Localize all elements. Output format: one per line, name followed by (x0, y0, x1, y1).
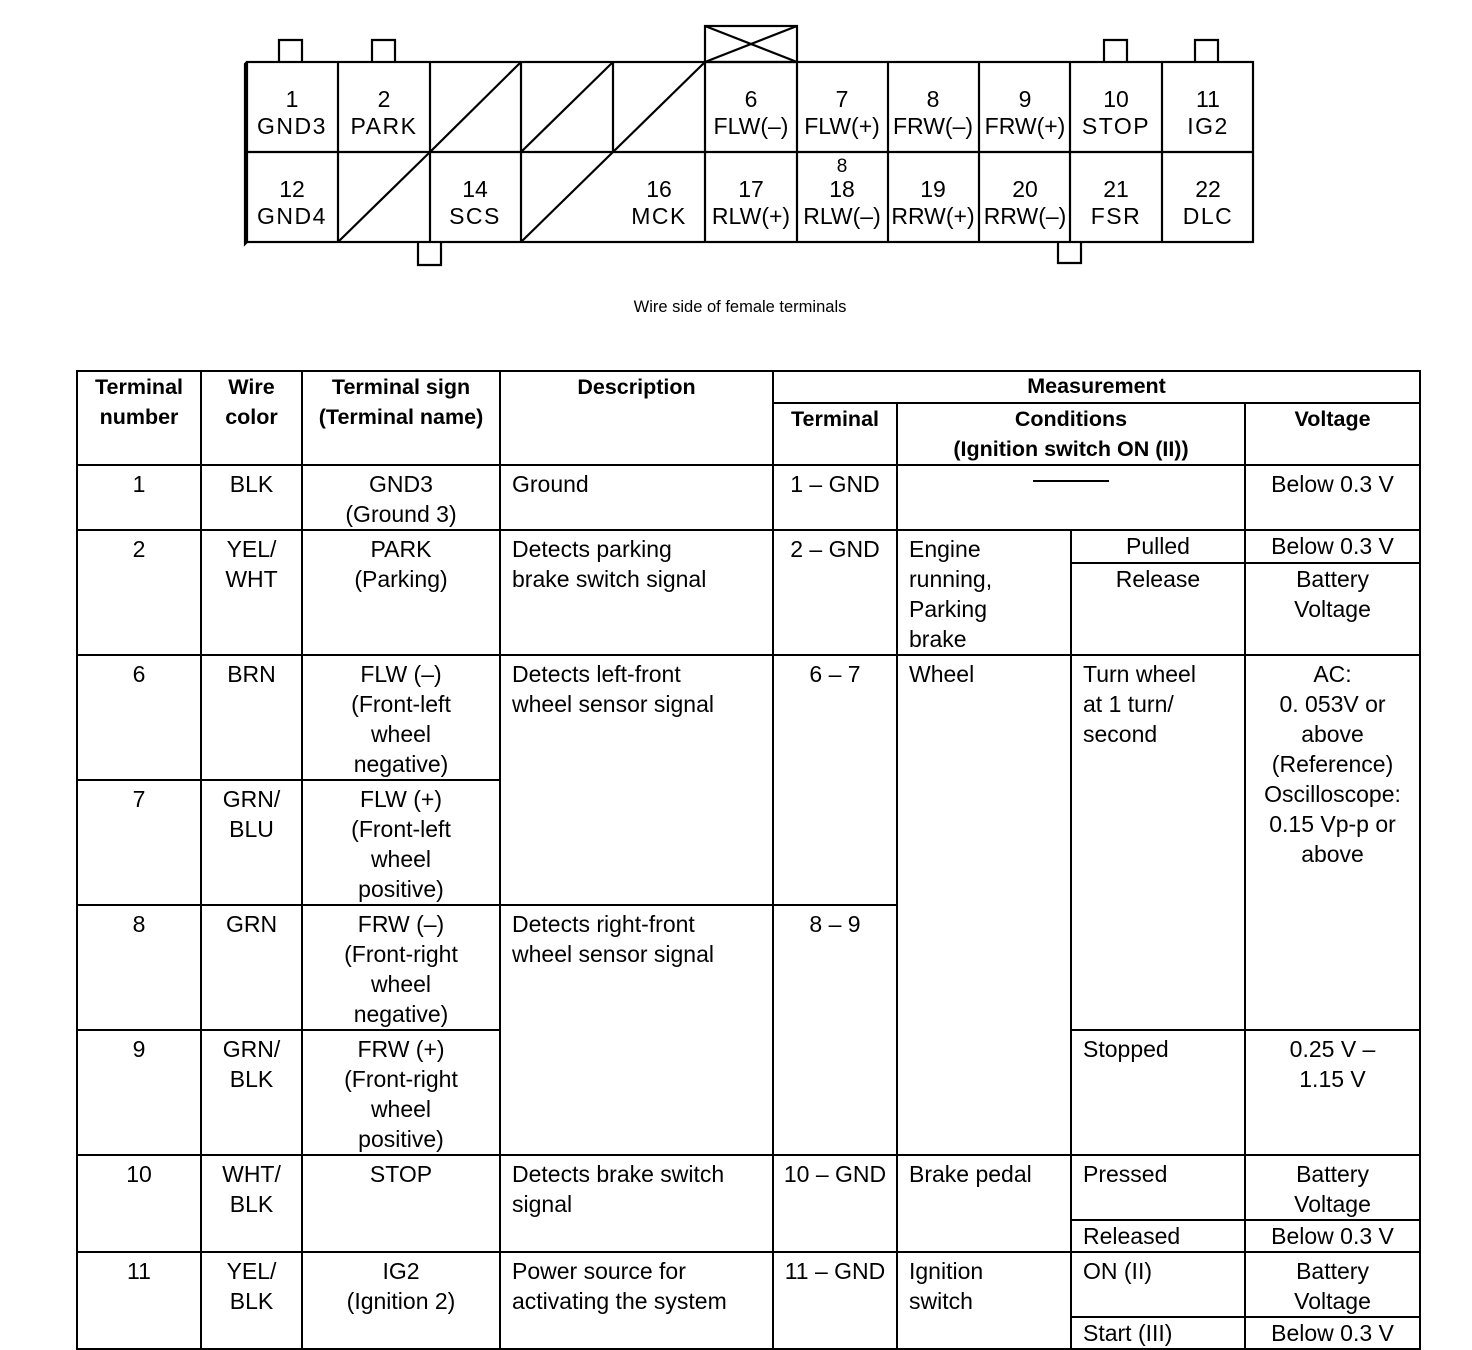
pin-1-number: 1 (285, 86, 299, 112)
description: Detects brake switch signal (500, 1155, 773, 1252)
description: Ground (500, 465, 773, 530)
measure-terminal: 11 – GND (773, 1252, 897, 1349)
terminal-number: 1 (77, 465, 201, 530)
description: Detects right-front wheel sensor signal (500, 905, 773, 1155)
terminal-sign: FRW (+) (Front-right wheel positive) (302, 1030, 500, 1155)
pin-22-number: 22 (1195, 176, 1221, 202)
terminal-number: 2 (77, 530, 201, 655)
condition: Engine running, Parking brake (897, 530, 1071, 655)
bottom-row-labels (257, 156, 1233, 229)
terminal-number: 8 (77, 905, 201, 1030)
pin-6-label: FLW(–) (713, 113, 789, 139)
terminal-sign: STOP (302, 1155, 500, 1252)
header-terminal-number: Terminal number (77, 371, 201, 465)
pin-10-label: STOP (1081, 113, 1151, 139)
pin-20-label: RRW(–) (983, 203, 1067, 229)
pin-19-label: RRW(+) (891, 203, 975, 229)
condition: Ignition switch (897, 1252, 1071, 1349)
pin-7-label: FLW(+) (804, 113, 880, 139)
pin-1-label: GND3 (257, 113, 327, 139)
sub-condition: Turn wheel at 1 turn/ second (1071, 655, 1245, 1030)
pin-18-number: 18 (829, 176, 855, 202)
pin-22-label: DLC (1182, 203, 1234, 229)
sub-condition: ON (II) (1071, 1252, 1245, 1317)
description: Detects parking brake switch signal (500, 530, 773, 655)
sub-condition: Start (III) (1071, 1317, 1245, 1349)
wire-color: WHT/ BLK (201, 1155, 302, 1252)
measure-terminal: 1 – GND (773, 465, 897, 530)
empty-cavity-5 (613, 62, 705, 152)
condition: Wheel (897, 655, 1071, 1155)
pin-2-label: PARK (350, 113, 418, 139)
measure-terminal: 2 – GND (773, 530, 897, 655)
pin-6-number: 6 (744, 86, 758, 112)
terminal-number: 11 (77, 1252, 201, 1349)
pin-17-label: RLW(+) (711, 203, 791, 229)
pin-8-label: FRW(–) (892, 113, 974, 139)
description: Detects left-front wheel sensor signal (500, 655, 773, 905)
connector-diagram (0, 0, 1472, 290)
wire-color: GRN/ BLU (201, 780, 302, 905)
pin-18-extra-number: 8 (836, 156, 848, 177)
voltage: Battery Voltage (1245, 563, 1420, 655)
sub-condition: Release (1071, 563, 1245, 655)
empty-cavity-13 (338, 152, 430, 242)
terminal-number: 10 (77, 1155, 201, 1252)
pin-21-label: FSR (1090, 203, 1142, 229)
condition: Brake pedal (897, 1155, 1071, 1252)
voltage: Battery Voltage (1245, 1252, 1420, 1317)
table-row (77, 465, 1420, 530)
pin-14-number: 14 (462, 176, 488, 202)
measure-terminal: 8 – 9 (773, 905, 897, 1155)
pin-9-label: FRW(+) (984, 113, 1066, 139)
header-terminal-sign: Terminal sign (Terminal name) (302, 371, 500, 465)
table-row (77, 1155, 1420, 1220)
terminal-sign: PARK (Parking) (302, 530, 500, 655)
conditions-empty (897, 465, 1245, 530)
header-terminal: Terminal (773, 403, 897, 465)
voltage: Below 0.3 V (1245, 1220, 1420, 1252)
empty-cavity-4 (521, 62, 613, 152)
terminal-number: 9 (77, 1030, 201, 1155)
terminal-sign: IG2 (Ignition 2) (302, 1252, 500, 1349)
pin-19-number: 19 (920, 176, 946, 202)
sub-condition: Pulled (1071, 530, 1245, 563)
header-conditions: Conditions (Ignition switch ON (II)) (897, 403, 1245, 465)
pin-16-label: MCK (631, 203, 687, 229)
wire-color: BLK (201, 465, 302, 530)
voltage: Battery Voltage (1245, 1155, 1420, 1220)
pin-8-number: 8 (926, 86, 940, 112)
terminal-number: 6 (77, 655, 201, 780)
table-row (77, 530, 1420, 563)
voltage: AC: 0. 053V or above (Reference) Oscilloscope: 0.15 Vp-p or above (1245, 655, 1420, 1030)
pin-2-number: 2 (377, 86, 391, 112)
wire-color: YEL/ WHT (201, 530, 302, 655)
empty-cavity-15 (521, 152, 613, 242)
terminal-sign: FLW (+) (Front-left wheel positive) (302, 780, 500, 905)
header-voltage: Voltage (1245, 403, 1420, 465)
wire-color: BRN (201, 655, 302, 780)
pin-11-number: 11 (1196, 86, 1220, 112)
connector-caption: Wire side of female terminals (633, 298, 847, 316)
wire-color: GRN/ BLK (201, 1030, 302, 1155)
voltage: 0.25 V – 1.15 V (1245, 1030, 1420, 1155)
measure-terminal: 6 – 7 (773, 655, 897, 905)
pin-7-number: 7 (835, 86, 849, 112)
empty-cavity-3 (430, 62, 521, 152)
wire-color: YEL/ BLK (201, 1252, 302, 1349)
header-measurement: Measurement (773, 371, 1420, 403)
header-wire-color: Wire color (201, 371, 302, 465)
dash-line (1033, 480, 1109, 482)
voltage: Below 0.3 V (1245, 465, 1420, 530)
terminal-sign: FLW (–) (Front-left wheel negative) (302, 655, 500, 780)
sub-condition: Pressed (1071, 1155, 1245, 1220)
measure-terminal: 10 – GND (773, 1155, 897, 1252)
pin-18-label: RLW(–) (803, 203, 881, 229)
pin-17-number: 17 (738, 176, 764, 202)
pin-10-number: 10 (1103, 86, 1129, 112)
pin-11-label: IG2 (1187, 113, 1229, 139)
pin-9-number: 9 (1018, 86, 1032, 112)
header-description: Description (500, 371, 773, 465)
terminal-number: 7 (77, 780, 201, 905)
table-row (77, 1252, 1420, 1317)
pin-14-label: SCS (449, 203, 501, 229)
wire-color: GRN (201, 905, 302, 1030)
voltage: Below 0.3 V (1245, 530, 1420, 563)
table-row (77, 655, 1420, 780)
pin-20-number: 20 (1012, 176, 1038, 202)
pin-12-label: GND4 (257, 203, 327, 229)
pin-16-number: 16 (646, 176, 672, 202)
pin-12-number: 12 (279, 176, 305, 202)
terminal-sign: GND3 (Ground 3) (302, 465, 500, 530)
pin-21-number: 21 (1103, 176, 1129, 202)
top-row-labels (257, 86, 1229, 139)
terminal-sign: FRW (–) (Front-right wheel negative) (302, 905, 500, 1030)
sub-condition: Stopped (1071, 1030, 1245, 1155)
voltage: Below 0.3 V (1245, 1317, 1420, 1349)
sub-condition: Released (1071, 1220, 1245, 1252)
description: Power source for activating the system (500, 1252, 773, 1349)
terminal-table (76, 370, 1421, 1350)
